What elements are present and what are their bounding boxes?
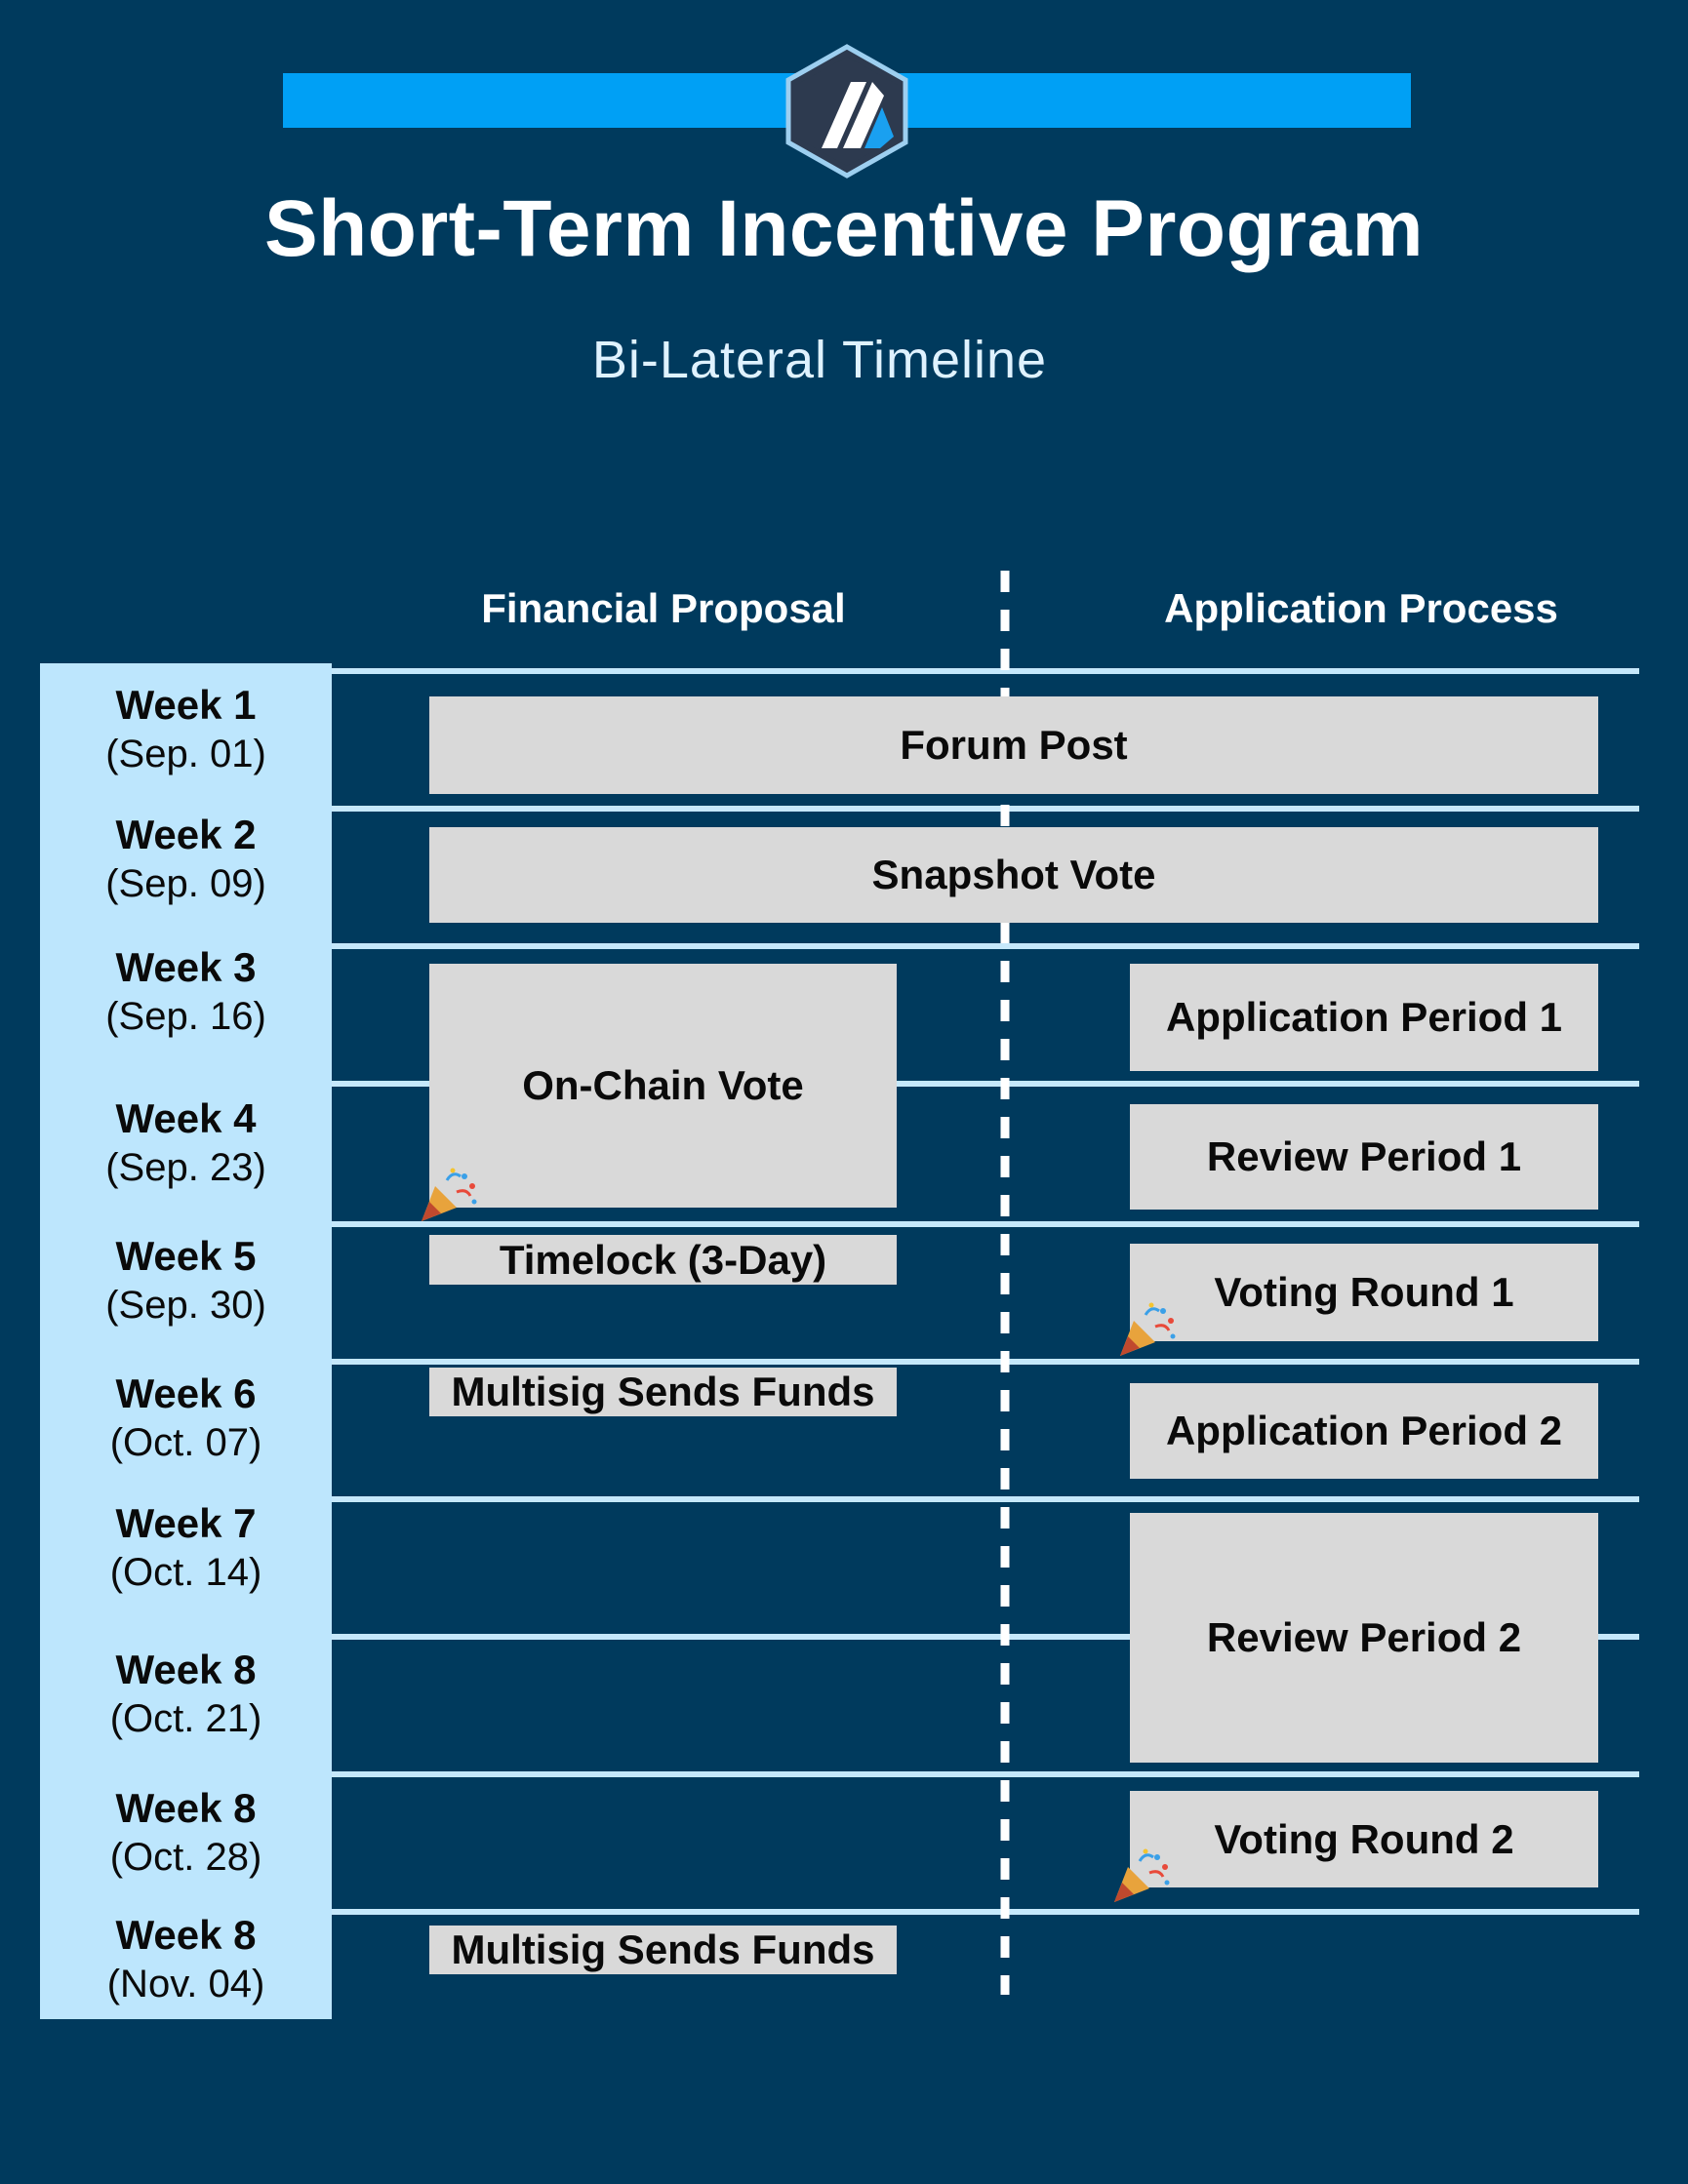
column-header-financial-proposal: Financial Proposal (481, 585, 846, 631)
week-label-6: Week 6 (Oct. 07) (109, 1370, 262, 1464)
week-label-10: Week 8 (Nov. 04) (106, 1912, 265, 2005)
event-snapshot-vote: Snapshot Vote (429, 827, 1598, 923)
week-label-2: Week 2 (Sep. 09) (105, 812, 266, 905)
row-separator (332, 1496, 1639, 1502)
event-review-period-1: Review Period 1 (1130, 1104, 1598, 1210)
week-label-1: Week 1 (Sep. 01) (105, 682, 266, 775)
row-separator (332, 806, 1639, 812)
page-subtitle: Bi-Lateral Timeline (591, 331, 1048, 389)
week-label-3: Week 3 (Sep. 16) (105, 944, 266, 1038)
row-separator (332, 1771, 1639, 1777)
page-title: Short-Term Incentive Program (263, 184, 1425, 273)
row-separator (332, 1221, 1639, 1227)
party-popper-icon (1116, 1297, 1179, 1360)
row-separator (332, 1909, 1639, 1915)
column-header-application-process: Application Process (1164, 585, 1558, 631)
week-label-7: Week 7 (Oct. 14) (109, 1500, 262, 1594)
week-label-8: Week 8 (Oct. 21) (109, 1647, 262, 1740)
event-multisig-sends-funds-2: Multisig Sends Funds (429, 1926, 897, 1974)
arbitrum-logo-icon (783, 43, 911, 179)
event-timelock: Timelock (3-Day) (429, 1235, 897, 1285)
party-popper-icon (1110, 1844, 1173, 1906)
week-label-4: Week 4 (Sep. 23) (105, 1095, 266, 1189)
event-application-period-2: Application Period 2 (1130, 1383, 1598, 1479)
event-voting-round-1: Voting Round 1 (1130, 1244, 1598, 1341)
event-forum-post: Forum Post (429, 696, 1598, 794)
event-on-chain-vote: On-Chain Vote (429, 964, 897, 1208)
event-application-period-1: Application Period 1 (1130, 964, 1598, 1071)
event-voting-round-2: Voting Round 2 (1130, 1791, 1598, 1887)
row-separator (332, 668, 1639, 674)
event-review-period-2: Review Period 2 (1130, 1513, 1598, 1763)
week-label-5: Week 5 (Sep. 30) (105, 1233, 266, 1327)
party-popper-icon (418, 1163, 480, 1225)
event-multisig-sends-funds-1: Multisig Sends Funds (429, 1368, 897, 1416)
week-label-9: Week 8 (Oct. 28) (109, 1785, 262, 1879)
row-separator (332, 1359, 1639, 1365)
row-separator (332, 943, 1639, 949)
